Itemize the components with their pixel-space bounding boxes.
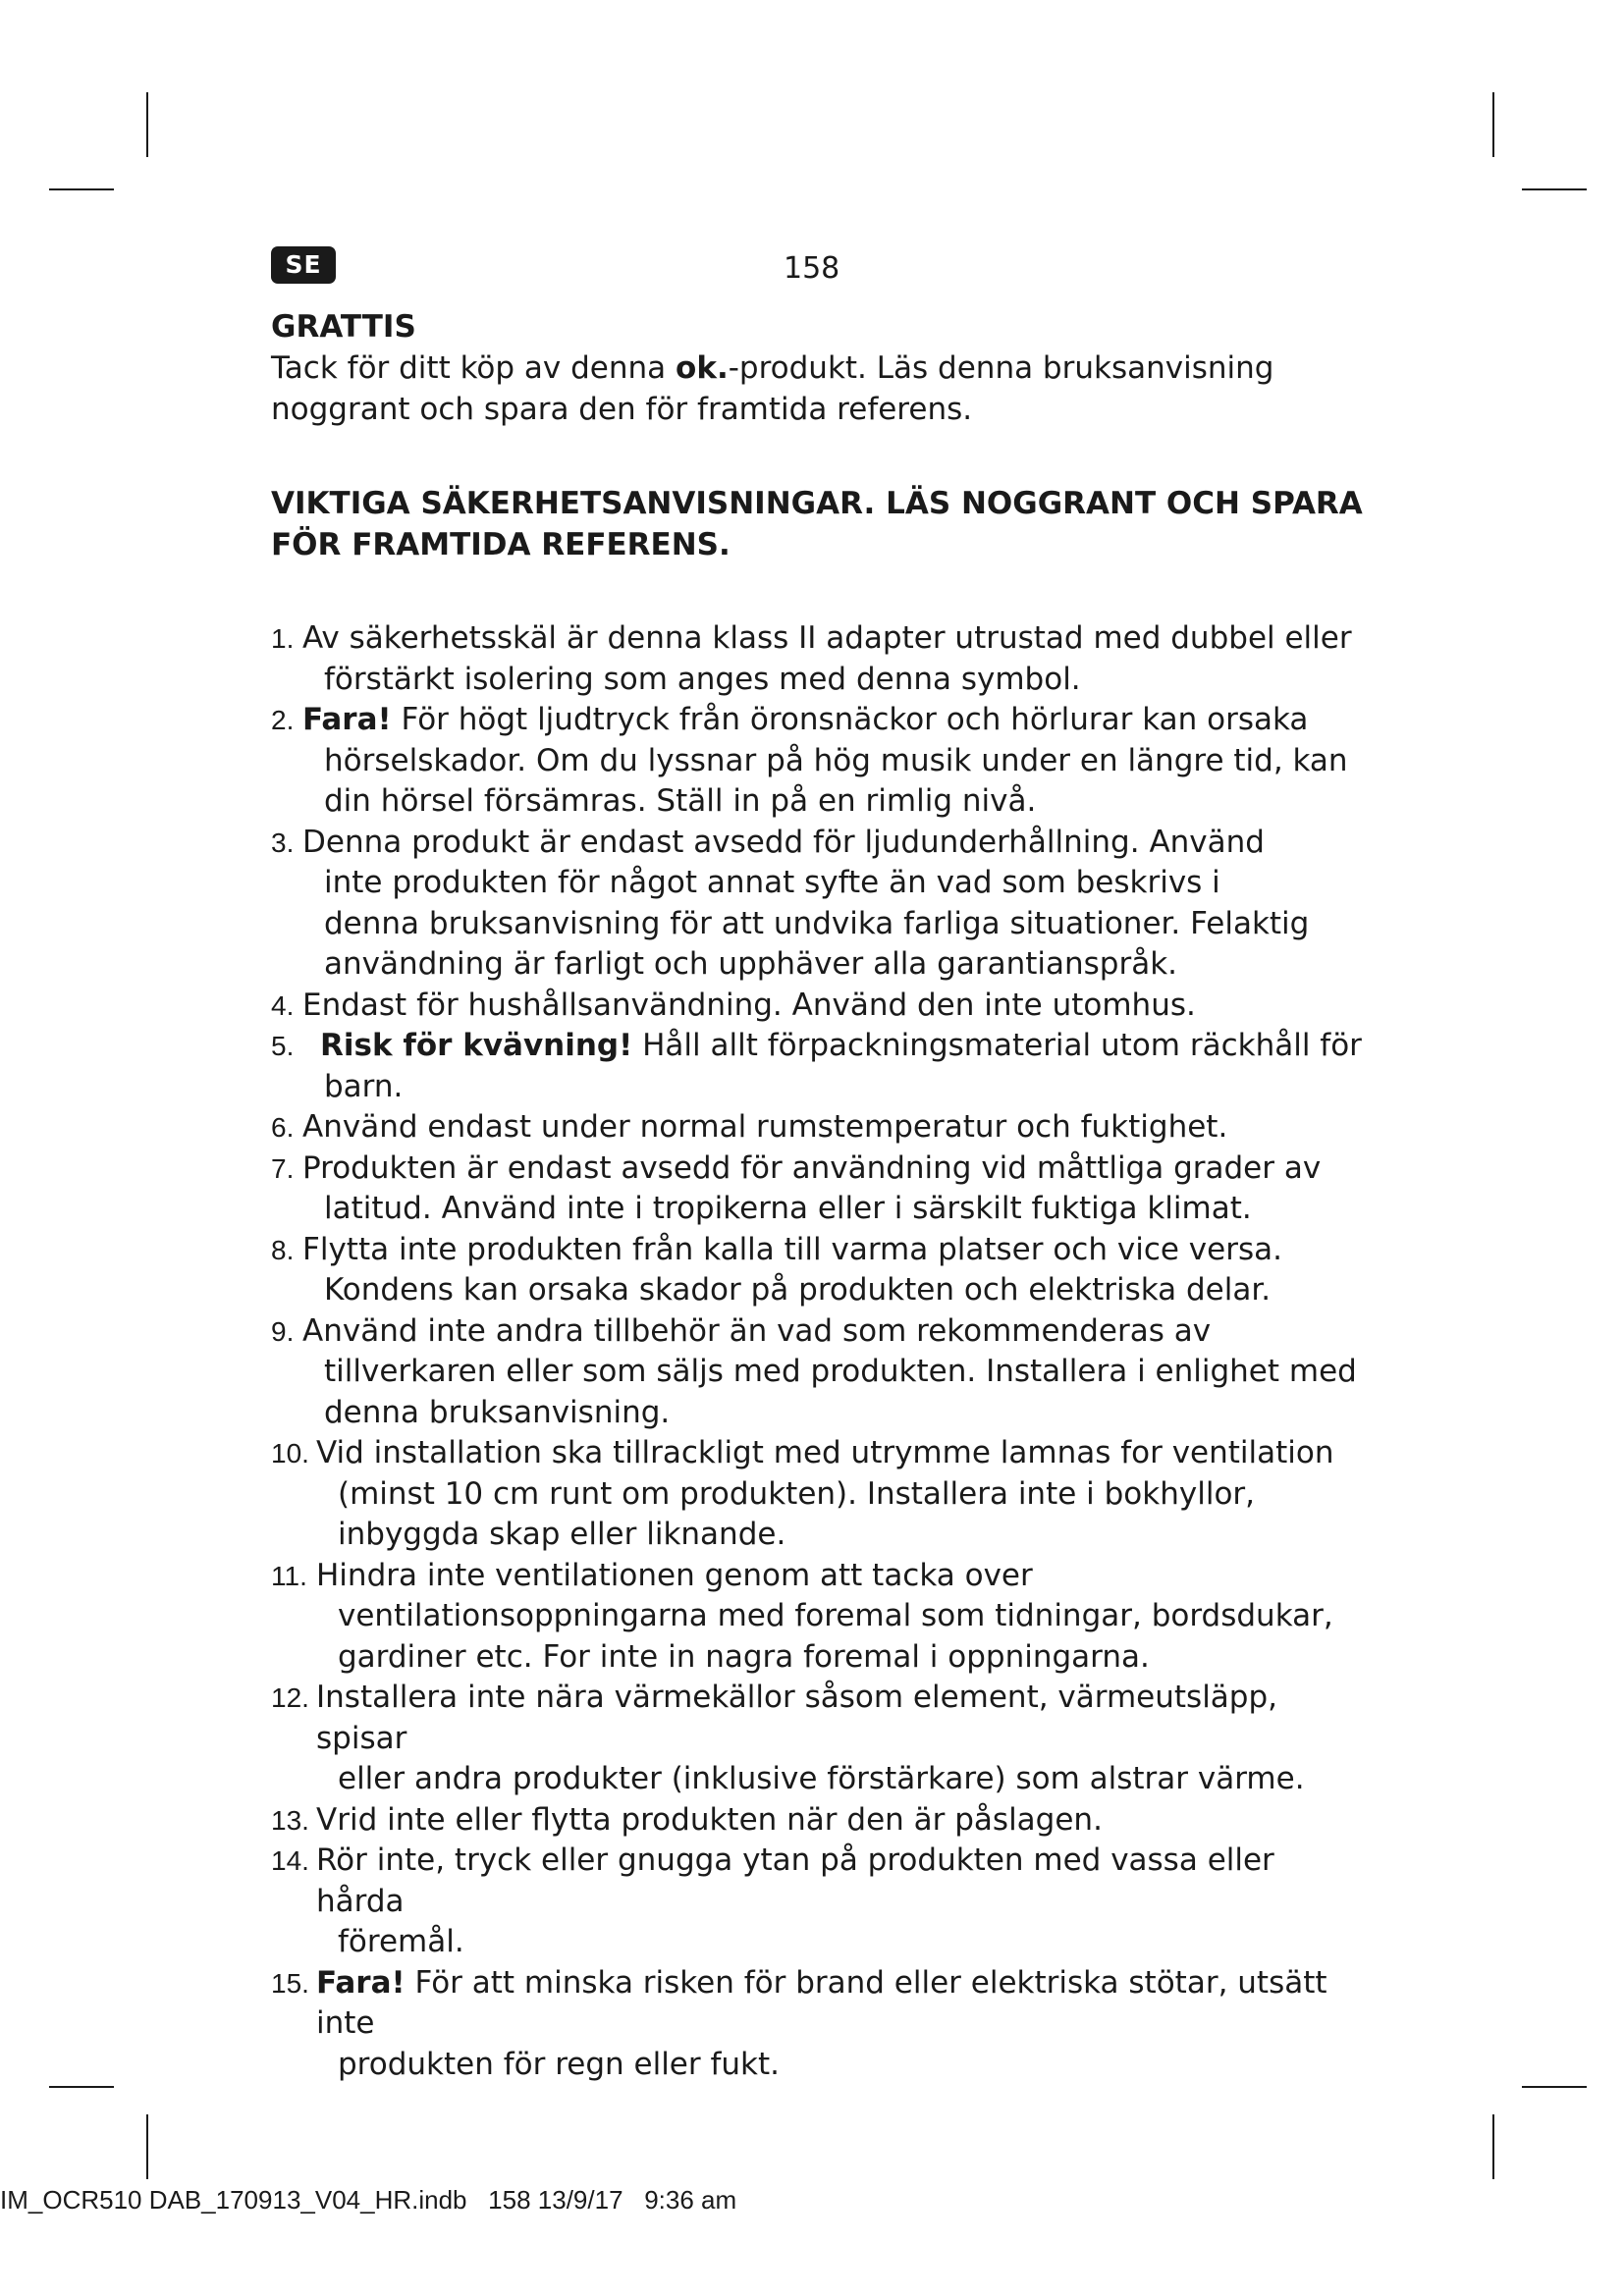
warning-label: Risk för kvävning! [320, 1028, 633, 1063]
manual-content [271, 306, 1371, 2085]
page-number: 158 [784, 251, 840, 286]
safety-item [271, 1841, 1371, 1963]
safety-item-number: 11. [271, 1560, 307, 1591]
crop-mark-bottom-right-horizontal [1522, 2086, 1587, 2088]
safety-item-line-text: Produkten är endast avsedd för användning vid måttliga grader av [302, 1149, 1322, 1186]
safety-item-number: 1. [271, 623, 295, 654]
safety-item-continuation-line: latitud. Använd inte i tropikerna eller i särskilt fuktiga klimat. [324, 1191, 1252, 1226]
safety-item-text [302, 986, 1371, 1027]
safety-item-continuation-line: produkten för regn eller fukt. [338, 2046, 780, 2082]
safety-item-line-text: Använd inte andra tillbehör än vad som rekommenderas av [302, 1312, 1212, 1349]
brand-name: ok. [676, 350, 729, 386]
intro-line-2: noggrant och spara den för framtida referens. [271, 392, 973, 427]
safety-item-line [316, 1965, 1327, 2042]
safety-item-line [316, 1558, 1033, 1593]
safety-item [271, 1148, 1371, 1230]
safety-item-continuation-line: förstärkt isolering som anges med denna symbol. [324, 661, 1081, 697]
safety-item-number: 9. [271, 1315, 295, 1347]
language-badge: SE [271, 246, 336, 284]
safety-item-text [302, 700, 1371, 823]
crop-mark-top-right-horizontal [1522, 188, 1587, 190]
safety-item-line-text: Endast för hushållsanvändning. Använd den inte utomhus. [302, 987, 1196, 1023]
safety-item-line [316, 1435, 1334, 1470]
safety-item-continuation-line: föremål. [338, 1924, 464, 1959]
safety-title-line-2: FÖR FRAMTIDA REFERENS. [271, 527, 731, 562]
safety-item-line-text: Vrid inte eller flytta produkten när den är påslagen. [316, 1801, 1103, 1838]
safety-item-continuation-line: ventilationsoppningarna med foremal som tidningar, bordsdukar, [338, 1598, 1333, 1633]
safety-item [271, 823, 1371, 986]
safety-item-number: 8. [271, 1234, 295, 1265]
safety-item-line [302, 988, 1196, 1023]
crop-mark-bottom-right-vertical [1492, 2114, 1494, 2179]
safety-item-line [302, 702, 1308, 737]
safety-item-number: 12. [271, 1682, 309, 1713]
safety-item-number: 7. [271, 1152, 295, 1184]
safety-item-number: 5. [271, 1031, 295, 1061]
warning-label: Fara! [316, 1964, 406, 2001]
safety-item-line [302, 1313, 1211, 1349]
safety-item-text [302, 1148, 1371, 1230]
safety-item-line-text: Håll allt förpackningsmaterial utom räckhåll för [632, 1028, 1362, 1063]
safety-instructions-title [271, 483, 1371, 565]
safety-item-line [302, 620, 1352, 656]
warning-label: Fara! [302, 702, 392, 737]
safety-item-continuation-line: hörselskador. Om du lyssnar på hög musik under en längre tid, kan [324, 742, 1348, 778]
safety-item-continuation-line: barn. [324, 1068, 404, 1104]
safety-item-continuation-line: eller andra produkter (inklusive förstärkare) som alstrar värme. [338, 1761, 1305, 1796]
safety-item-line [302, 1109, 1227, 1145]
safety-item-continuation-line: denna bruksanvisning för att undvika farliga situationer. Felaktig [324, 905, 1310, 941]
safety-item-line-text: Denna produkt är endast avsedd för ljudunderhållning. Använd [302, 824, 1265, 860]
safety-item-continuation-line: inte produkten för något annat syfte än vad som beskrivs i [324, 865, 1220, 900]
safety-item-line [302, 1028, 1362, 1063]
safety-item-number: 15. [271, 1967, 309, 1999]
safety-item-number: 14. [271, 1845, 309, 1876]
safety-item-continuation-line: tillverkaren eller som säljs med produkten. Installera i enlighet med [324, 1354, 1357, 1389]
safety-item-text [302, 1230, 1371, 1311]
safety-item-text [316, 1556, 1371, 1679]
print-imprint: IM_OCR510 DAB_170913_V04_HR.indb 158 13/9/17 9:36 am [0, 2185, 737, 2215]
safety-item-number: 3. [271, 827, 295, 858]
safety-item-line [316, 1802, 1103, 1838]
safety-item-text [302, 1026, 1371, 1107]
safety-item-continuation-line: denna bruksanvisning. [324, 1394, 671, 1430]
safety-item-line-text: Av säkerhetsskäl är denna klass II adapter utrustad med dubbel eller [302, 620, 1352, 656]
safety-item-continuation-line: gardiner etc. For inte in nagra foremal i oppningarna. [338, 1638, 1150, 1675]
safety-item-text [316, 1678, 1371, 1800]
safety-item-text [316, 1841, 1371, 1963]
safety-item-number: 4. [271, 989, 295, 1021]
congratulations-title: GRATTIS [271, 309, 416, 345]
crop-mark-top-left-horizontal [49, 188, 114, 190]
safety-item-continuation-line: (minst 10 cm runt om produkten). Installera inte i bokhyllor, [338, 1475, 1256, 1512]
safety-item-text [302, 1107, 1371, 1148]
safety-item-line-text: Vid installation ska tillrackligt med utrymme lamnas for ventilation [316, 1435, 1334, 1470]
safety-item [271, 1433, 1371, 1556]
safety-item-line [316, 1842, 1274, 1919]
safety-item-line-text: För högt ljudtryck från öronsnäckor och hörlurar kan orsaka [391, 702, 1309, 737]
safety-item-continuation-line: din hörsel försämras. Ställ in på en rimlig nivå. [324, 783, 1037, 819]
crop-mark-top-right-vertical [1492, 92, 1494, 157]
safety-item-line-text: Rör inte, tryck eller gnugga ytan på produkten med vassa eller hårda [316, 1842, 1274, 1919]
safety-item-text [302, 823, 1371, 986]
safety-item [271, 618, 1371, 700]
crop-mark-bottom-left-horizontal [49, 2086, 114, 2088]
safety-item-line-text: Flytta inte produkten från kalla till varma platser och vice versa. [302, 1231, 1282, 1267]
safety-item-continuation-line: inbyggda skap eller liknande. [338, 1517, 786, 1552]
crop-mark-bottom-left-vertical [146, 2114, 148, 2179]
safety-item-line-text: Använd endast under normal rumstemperatur och fuktighet. [302, 1109, 1228, 1145]
safety-item [271, 1800, 1371, 1842]
safety-item [271, 1230, 1371, 1311]
safety-item-line [316, 1680, 1277, 1756]
safety-title-line-1: VIKTIGA SÄKERHETSANVISNINGAR. LÄS NOGGRANT OCH SPARA [271, 486, 1363, 521]
safety-item-line-text: Installera inte nära värmekällor såsom element, värmeutsläpp, spisar [316, 1680, 1278, 1756]
safety-item [271, 1678, 1371, 1800]
safety-item-line [302, 1232, 1282, 1267]
safety-item [271, 986, 1371, 1027]
safety-item-continuation-line: Kondens kan orsaka skador på produkten och elektriska delar. [324, 1272, 1272, 1308]
crop-mark-top-left-vertical [146, 92, 148, 157]
safety-item-number: 13. [271, 1804, 309, 1836]
safety-item [271, 1026, 1371, 1107]
intro-paragraph [271, 347, 1371, 430]
safety-item-line-text: För att minska risken för brand eller elektriska stötar, utsätt inte [316, 1964, 1327, 2041]
safety-item-number: 10. [271, 1438, 309, 1468]
safety-item-continuation-line: användning är farligt och upphäver alla garantianspråk. [324, 946, 1178, 982]
safety-item-text [316, 1800, 1371, 1842]
intro-text-end: -produkt. Läs denna bruksanvisning [728, 350, 1274, 386]
safety-item-text [302, 1311, 1371, 1434]
safety-item-text [316, 1433, 1371, 1556]
safety-item-line-text: Hindra inte ventilationen genom att tacka over [316, 1557, 1033, 1593]
safety-item [271, 1311, 1371, 1434]
safety-item [271, 1556, 1371, 1679]
intro-text-start: Tack för ditt köp av denna [271, 350, 677, 386]
safety-item-line [302, 825, 1265, 860]
safety-item-number: 6. [271, 1112, 295, 1143]
safety-item-line [302, 1150, 1321, 1186]
safety-item-text [316, 1963, 1371, 2086]
safety-item-text [302, 618, 1371, 700]
safety-item [271, 700, 1371, 823]
safety-item [271, 1963, 1371, 2086]
safety-item-number: 2. [271, 705, 295, 735]
safety-instructions-list [271, 618, 1371, 2085]
safety-item [271, 1107, 1371, 1148]
